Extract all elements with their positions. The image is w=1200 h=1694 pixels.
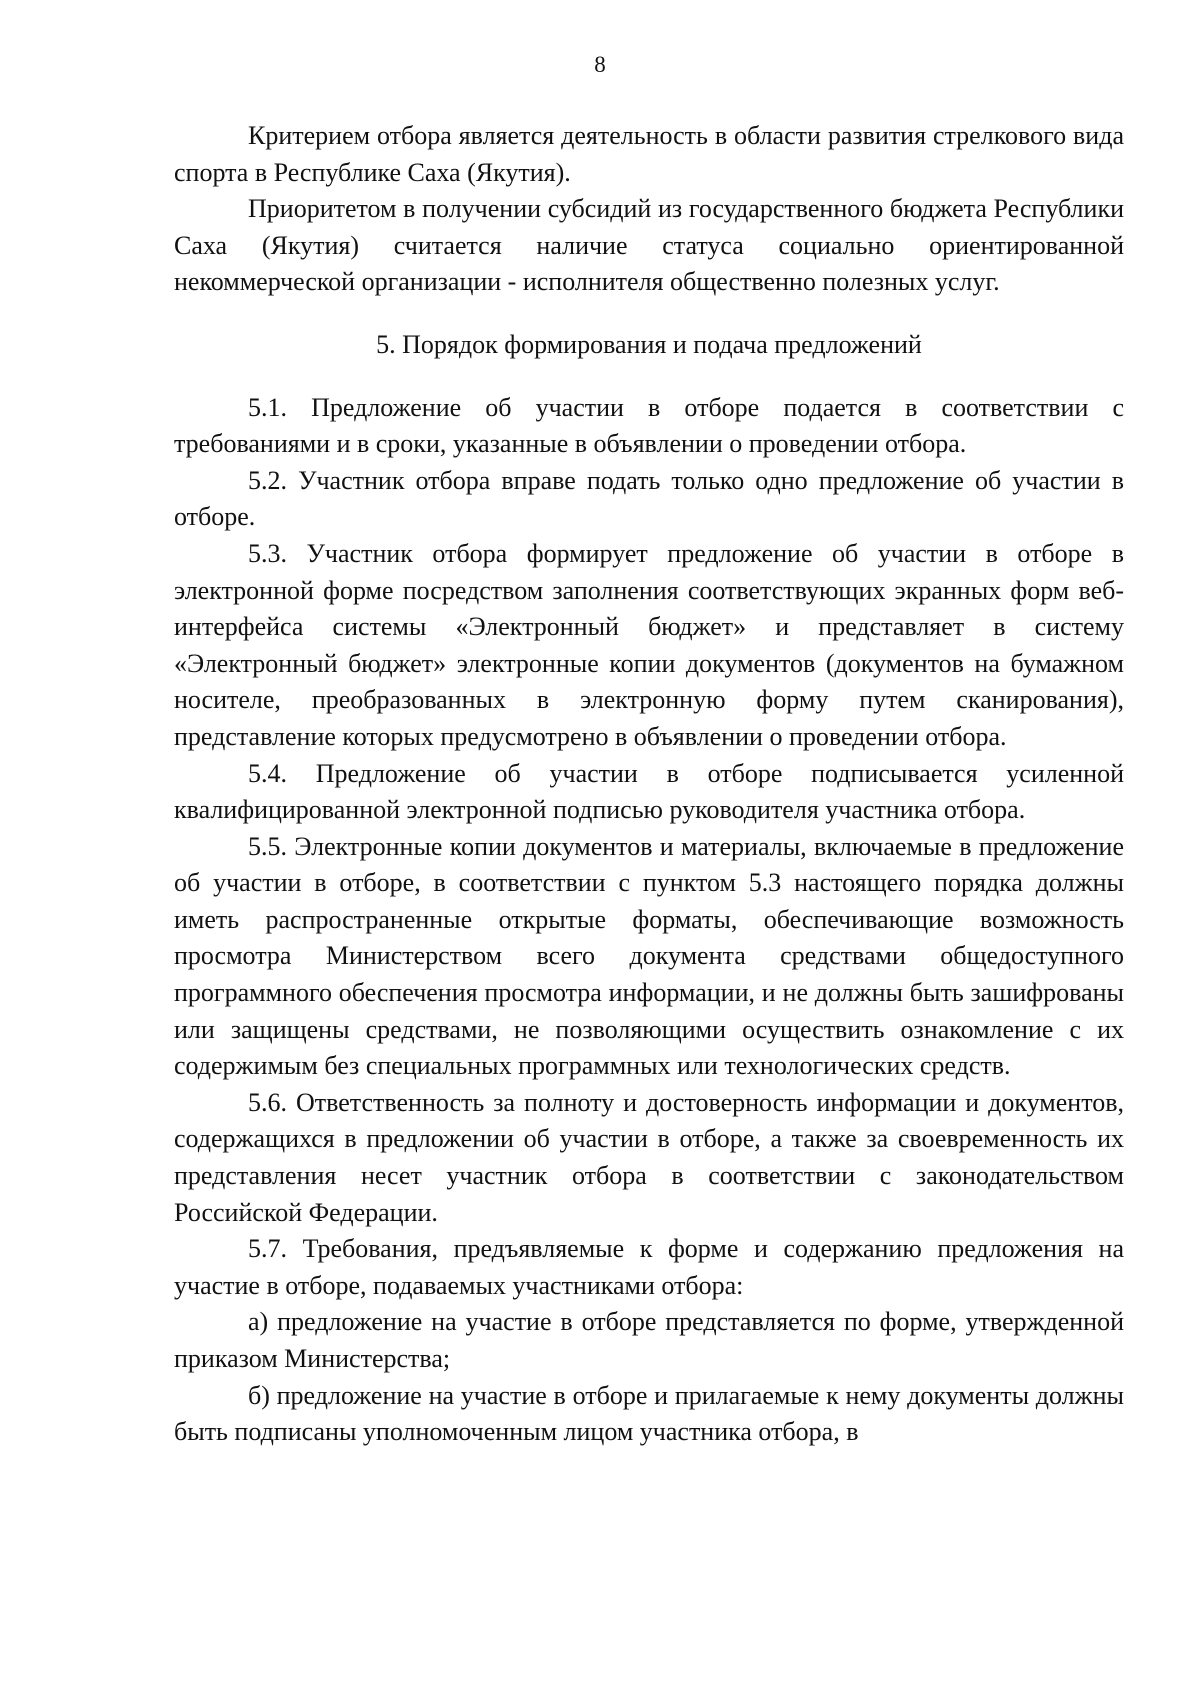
paragraph-5-7: 5.7. Требования, предъявляемые к форме и содержанию предложения на участие в отборе, подаваемых участниками отбора: <box>174 1234 1124 1300</box>
paragraph-5-6: 5.6. Ответственность за полноту и достоверность информации и документов, содержащихся в предложении об участии в отборе, а также за своевременность их представления несет участник отбора в соответствии с законодательством Российской Федерации. <box>174 1087 1124 1227</box>
paragraph-selection-criterion: Критерием отбора является деятельность в области развития стрелкового вида спорта в Республике Саха (Якутия). <box>174 121 1124 187</box>
section-heading: 5. Порядок формирования и подача предложений <box>376 329 922 359</box>
paragraph-5-4: 5.4. Предложение об участии в отборе подписывается усиленной квалифицированной электронной подписью руководителя участника отбора. <box>174 758 1124 825</box>
paragraph-5-2: 5.2. Участник отбора вправе подать только одно предложение об участии в отборе. <box>174 465 1124 532</box>
paragraph-5-1: 5.1. Предложение об участии в отборе подается в соответствии с требованиями и в сроки, указанные в объявлении о проведении отбора. <box>174 392 1124 459</box>
paragraph-5-3: 5.3. Участник отбора формирует предложение об участии в отборе в электронной форме посредством заполнения соответствующих экранных форм веб-интерфейса системы «Электронный бюджет» и представляет в систему «Электронный бюджет» электронные копии документов (документов на бумажном носителе, преобразованных в электронную форму путем сканирования), представление которых предусмотрено в объявлении о проведении отбора. <box>174 538 1124 751</box>
paragraph-5-7-b: б) предложение на участие в отборе и прилагаемые к нему документы должны быть подписаны уполномоченным лицом участника отбора, в <box>174 1380 1124 1447</box>
paragraph-5-7-a: а) предложение на участие в отборе представляется по форме, утвержденной приказом Министерства; <box>174 1307 1124 1373</box>
document-body <box>174 118 1124 1451</box>
paragraph-5-5: 5.5. Электронные копии документов и материалы, включаемые в предложение об участии в отборе, в соответствии с пунктом 5.3 настоящего порядка должны иметь распространенные открытые форматы, обеспечивающие возможность просмотра Министерством всего документа средствами общедоступного программного обеспечения просмотра информации, и не должны быть зашифрованы или защищены средствами, не позволяющими осуществить ознакомление с их содержимым без специальных программных или технологических средств. <box>174 831 1124 1081</box>
paragraph-priority: Приоритетом в получении субсидий из государственного бюджета Республики Саха (Якутия) считается наличие статуса социально ориентированной некоммерческой организации - исполнителя общественно полезных услуг. <box>174 194 1124 297</box>
page-number: 8 <box>594 52 606 77</box>
